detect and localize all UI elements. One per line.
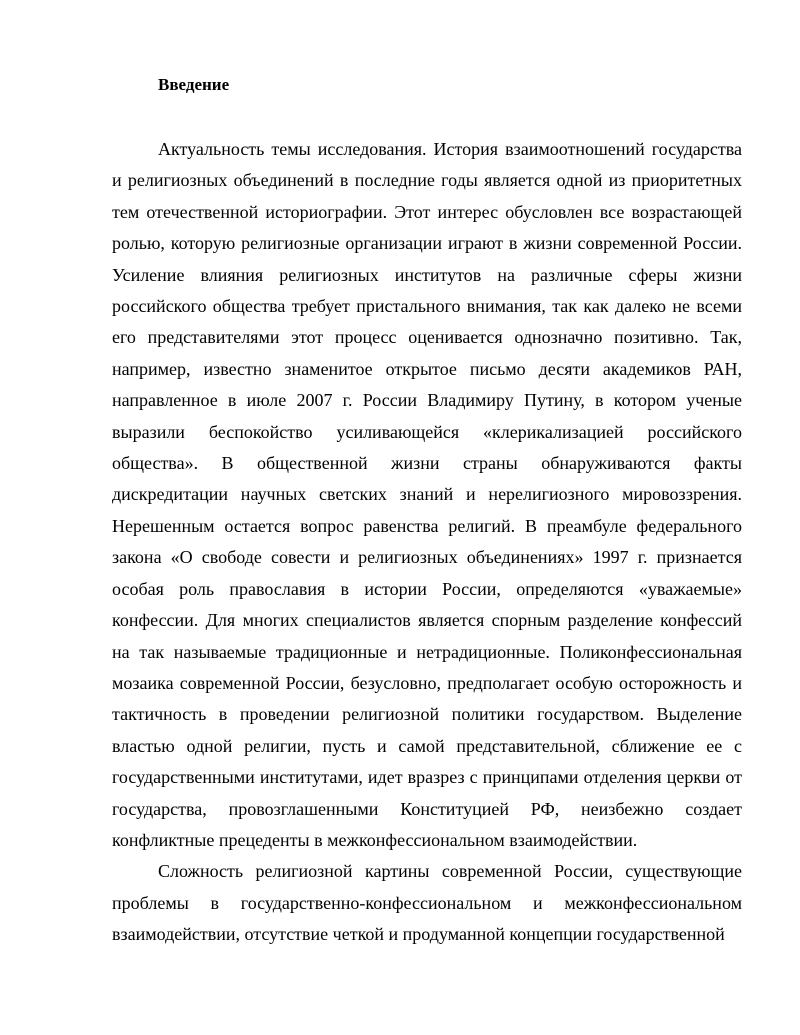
section-heading: Введение bbox=[158, 75, 230, 94]
paragraph-complexity: Сложность религиозной картины современной России, существующие проблемы в государственно-конфессиональном и межконфессиональном взаимодействии, отсутствие четкой и продуманной концепции государственной bbox=[112, 861, 742, 945]
paragraph-relevance: Актуальность темы исследования. История взаимоотношений государства и религиозных объединений в последние годы является одной из приоритетных тем отечественной историографии. Этот интерес обусловлен все возрастающей ролью, которую религиозные организации играют в жизни современной России. Усиление влияния религиозных институтов на различные сферы жизни российского общества требует пристального внимания, так как далеко не всеми его представителями этот процесс оценивается однозначно позитивно. Так, например, известно знаменитое открытое письмо десяти академиков РАН, направленное в июле 2007 г. России Владимиру Путину, в котором ученые выразили беспокойство усиливающейся «клерикализацией российского общества». В общественной жизни страны обнаруживаются факты дискредитации научных светских знаний и нерелигиозного мировоззрения. Нерешенным остается вопрос равенства религий. В преамбуле федерального закона «О свободе совести и религиозных объединениях» 1997 г. признается особая роль православия в истории России, определяются «уважаемые» конфессии. Для многих специалистов является спорным разделение конфессий на так называемые традиционные и нетрадиционные. Поликонфессиональная мозаика современной России, безусловно, предполагает особую осторожность и тактичность в проведении религиозной политики государством. Выделение властью одной религии, пусть и самой представительной, сближение ее с государственными институтами, идет вразрез с принципами отделения церкви от государства, провозглашенными Конституцией РФ, неизбежно создает конфликтные прецеденты в межконфессиональном взаимодействии. bbox=[112, 139, 742, 850]
document-body bbox=[112, 134, 742, 951]
